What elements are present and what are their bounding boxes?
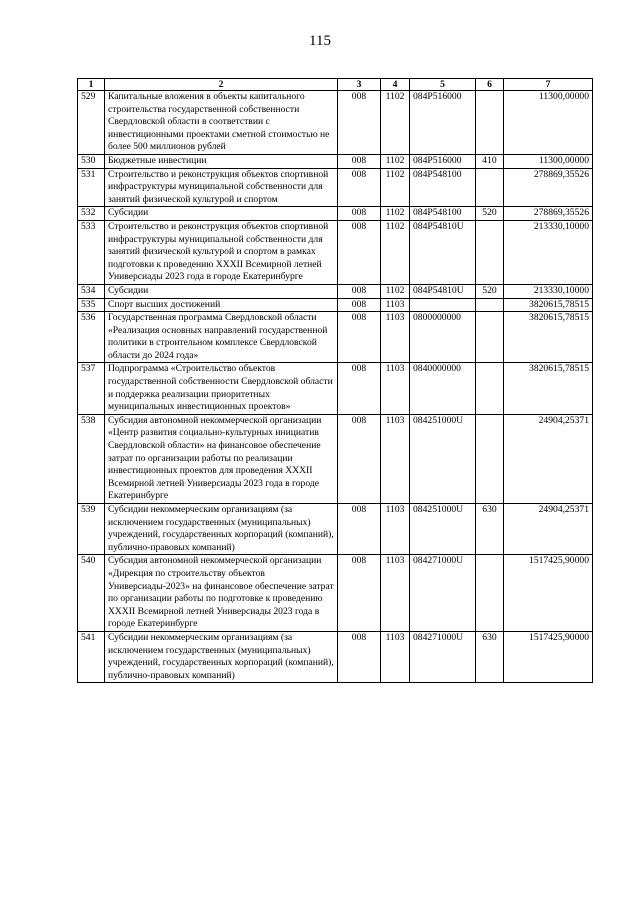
row-sum: 1517425,90000 <box>504 555 593 632</box>
row-ministry-code: 008 <box>338 91 381 155</box>
row-number: 530 <box>78 154 105 168</box>
row-expense-type <box>476 363 504 414</box>
row-number: 537 <box>78 363 105 414</box>
table-row <box>78 363 593 414</box>
row-section-code: 1102 <box>381 284 410 298</box>
row-sum: 3820615,78515 <box>504 312 593 363</box>
row-ministry-code: 008 <box>338 207 381 221</box>
table-row <box>78 504 593 555</box>
row-name: Бюджетные инвестиции <box>105 154 338 168</box>
row-name: Субсидия автономной некоммерческой организации «Дирекция по строительству объектов Универсиады-2023» на финансовое обеспечение затрат по организации работы по подготовке к проведению XXXII Всемирной летней Универсиады 2023 года в городе Екатеринбурге <box>105 555 338 632</box>
row-target-code: 084P54810U <box>410 220 476 284</box>
row-number: 529 <box>78 91 105 155</box>
row-section-code: 1102 <box>381 220 410 284</box>
row-ministry-code: 008 <box>338 154 381 168</box>
row-name: Субсидии <box>105 207 338 221</box>
header-col-3: 3 <box>338 79 381 91</box>
row-target-code: 084P516000 <box>410 91 476 155</box>
row-target-code: 084P516000 <box>410 154 476 168</box>
row-sum: 278869,35526 <box>504 207 593 221</box>
header-col-5: 5 <box>410 79 476 91</box>
row-ministry-code: 008 <box>338 284 381 298</box>
row-name: Субсидии некоммерческим организациям (за исключением государственных (муниципальных) учреждений, государственных корпораций (компаний), публично-правовых компаний) <box>105 504 338 555</box>
row-number: 533 <box>78 220 105 284</box>
page-number: 115 <box>309 33 331 49</box>
row-sum: 11300,00000 <box>504 91 593 155</box>
row-expense-type: 410 <box>476 154 504 168</box>
table-row <box>78 207 593 221</box>
row-expense-type: 520 <box>476 207 504 221</box>
row-ministry-code: 008 <box>338 631 381 682</box>
row-sum: 24904,25371 <box>504 414 593 503</box>
row-section-code: 1103 <box>381 504 410 555</box>
row-ministry-code: 008 <box>338 414 381 503</box>
row-expense-type <box>476 298 504 312</box>
row-number: 540 <box>78 555 105 632</box>
row-section-code: 1102 <box>381 168 410 207</box>
table-row <box>78 168 593 207</box>
row-expense-type <box>476 312 504 363</box>
row-section-code: 1103 <box>381 414 410 503</box>
row-name: Государственная программа Свердловской области «Реализация основных направлений государственной политики в строительном комплексе Свердловской области до 2024 года» <box>105 312 338 363</box>
row-target-code: 084P548100 <box>410 207 476 221</box>
row-sum: 278869,35526 <box>504 168 593 207</box>
row-section-code: 1102 <box>381 154 410 168</box>
header-col-2: 2 <box>105 79 338 91</box>
row-sum: 1517425,90000 <box>504 631 593 682</box>
table-row <box>78 312 593 363</box>
row-target-code: 084P54810U <box>410 284 476 298</box>
row-ministry-code: 008 <box>338 312 381 363</box>
table-row <box>78 220 593 284</box>
row-ministry-code: 008 <box>338 504 381 555</box>
row-sum: 213330,10000 <box>504 220 593 284</box>
row-target-code: 0840000000 <box>410 363 476 414</box>
row-expense-type: 630 <box>476 631 504 682</box>
row-number: 535 <box>78 298 105 312</box>
row-target-code: 084271000U <box>410 555 476 632</box>
row-ministry-code: 008 <box>338 298 381 312</box>
row-number: 538 <box>78 414 105 503</box>
row-ministry-code: 008 <box>338 168 381 207</box>
header-col-1: 1 <box>78 79 105 91</box>
row-section-code: 1103 <box>381 298 410 312</box>
row-ministry-code: 008 <box>338 555 381 632</box>
row-name: Строительство и реконструкция объектов спортивной инфраструктуры муниципальной собственности для занятий физической культурой и спортом в рамках подготовки к проведению XXXII Всемирной летней Универсиады 2023 года в городе Екатеринбурге <box>105 220 338 284</box>
table-row <box>78 298 593 312</box>
row-section-code: 1102 <box>381 91 410 155</box>
table-row <box>78 154 593 168</box>
row-target-code: 0800000000 <box>410 312 476 363</box>
row-target-code: 084251000U <box>410 414 476 503</box>
row-expense-type <box>476 168 504 207</box>
header-col-6: 6 <box>476 79 504 91</box>
row-number: 539 <box>78 504 105 555</box>
row-target-code: 084P548100 <box>410 168 476 207</box>
row-target-code <box>410 298 476 312</box>
row-sum: 213330,10000 <box>504 284 593 298</box>
table-header-row <box>78 79 593 91</box>
row-ministry-code: 008 <box>338 363 381 414</box>
row-number: 541 <box>78 631 105 682</box>
row-sum: 3820615,78515 <box>504 298 593 312</box>
row-sum: 24904,25371 <box>504 504 593 555</box>
header-col-7: 7 <box>504 79 593 91</box>
row-section-code: 1103 <box>381 363 410 414</box>
row-expense-type: 520 <box>476 284 504 298</box>
row-expense-type <box>476 220 504 284</box>
header-col-4: 4 <box>381 79 410 91</box>
row-target-code: 084251000U <box>410 504 476 555</box>
row-expense-type: 630 <box>476 504 504 555</box>
table-row <box>78 555 593 632</box>
row-name: Капитальные вложения в объекты капитального строительства государственной собственности Свердловской области в соответствии с инвестиционными проектами сметной стоимостью не более 500 миллионов рублей <box>105 91 338 155</box>
table-row <box>78 91 593 155</box>
row-expense-type <box>476 414 504 503</box>
row-number: 531 <box>78 168 105 207</box>
row-name: Субсидия автономной некоммерческой организации «Центр развития социально-культурных инициатив Свердловской области» на финансовое обеспечение затрат по организации работы по реализации инвестиционных проектов для проведения XXXII Всемирной летней Универсиады 2023 года в городе Екатеринбурге <box>105 414 338 503</box>
row-ministry-code: 008 <box>338 220 381 284</box>
row-name: Строительство и реконструкция объектов спортивной инфраструктуры муниципальной собственности для занятий физической культурой и спортом <box>105 168 338 207</box>
table-row <box>78 631 593 682</box>
row-target-code: 084271000U <box>410 631 476 682</box>
row-name: Спорт высших достижений <box>105 298 338 312</box>
row-name: Субсидии <box>105 284 338 298</box>
row-number: 534 <box>78 284 105 298</box>
table-row <box>78 284 593 298</box>
row-number: 532 <box>78 207 105 221</box>
table-row <box>78 414 593 503</box>
row-section-code: 1103 <box>381 555 410 632</box>
row-expense-type <box>476 555 504 632</box>
row-section-code: 1103 <box>381 312 410 363</box>
budget-table <box>77 78 593 683</box>
table-body <box>78 91 593 683</box>
row-section-code: 1103 <box>381 631 410 682</box>
row-name: Субсидии некоммерческим организациям (за исключением государственных (муниципальных) учреждений, государственных корпораций (компаний), публично-правовых компаний) <box>105 631 338 682</box>
row-number: 536 <box>78 312 105 363</box>
row-section-code: 1102 <box>381 207 410 221</box>
row-sum: 11300,00000 <box>504 154 593 168</box>
row-name: Подпрограмма «Строительство объектов государственной собственности Свердловской области и поддержка реализации приоритетных муниципальных инвестиционных проектов» <box>105 363 338 414</box>
row-expense-type <box>476 91 504 155</box>
row-sum: 3820615,78515 <box>504 363 593 414</box>
